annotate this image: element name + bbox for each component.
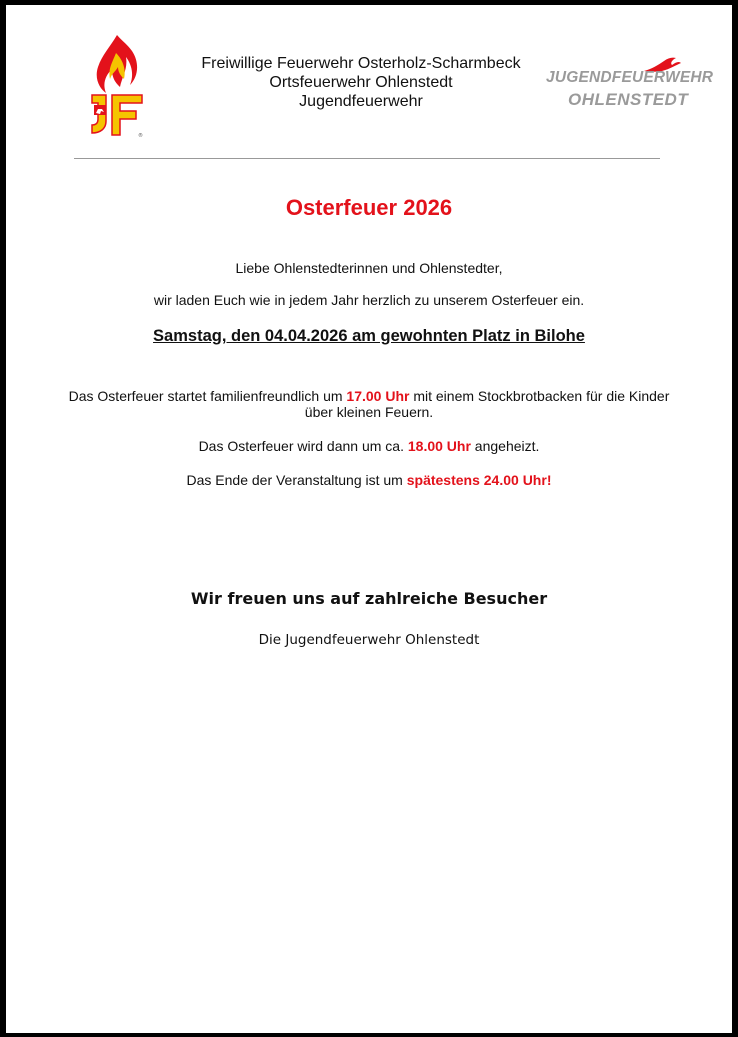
jugendfeuerwehr-ohlenstedt-logo-icon [544, 52, 724, 118]
start-time: 17.00 Uhr [346, 388, 410, 404]
signature: Die Jugendfeuerwehr Ohlenstedt [258, 632, 480, 648]
document-page [6, 5, 732, 1033]
closing-line: Wir freuen uns auf zahlreiche Besucher [190, 589, 548, 608]
ignite-paragraph: Das Osterfeuer wird dann um ca. 18.00 Uhr angeheizt. [198, 438, 540, 454]
header-line-1: Freiwillige Feuerwehr Osterholz-Scharmbeck [201, 55, 521, 72]
end-paragraph: Das Ende der Veranstaltung ist um spätestens 24.00 Uhr! [186, 472, 552, 488]
start-paragraph: Das Osterfeuer startet familienfreundlich um 17.00 Uhr mit einem Stockbrotbacken für die Kinder über kleinen Feuern. [68, 388, 670, 420]
logo-line-1: JUGENDFEUERWEHR [546, 69, 714, 86]
header-divider [74, 158, 660, 159]
end-time: spätestens 24.00 Uhr [406, 472, 547, 488]
header-line-2: Ortsfeuerwehr Ohlenstedt [269, 74, 453, 91]
logo-line-2: OHLENSTEDT [568, 90, 689, 109]
page-title: Osterfeuer 2026 [285, 195, 453, 220]
header-line-3: Jugendfeuerwehr [299, 93, 423, 110]
greeting: Liebe Ohlenstedterinnen und Ohlenstedter, [235, 260, 503, 276]
organization-header [156, 54, 566, 111]
jf-flame-logo-icon [82, 33, 152, 141]
ignite-time: 18.00 Uhr [407, 438, 471, 454]
registered-mark: ® [138, 133, 143, 139]
invitation: wir laden Euch wie in jedem Jahr herzlich zu unserem Osterfeuer ein. [153, 292, 585, 308]
event-date-location: Samstag, den 04.04.2026 am gewohnten Platz in Bilohe [153, 327, 585, 345]
